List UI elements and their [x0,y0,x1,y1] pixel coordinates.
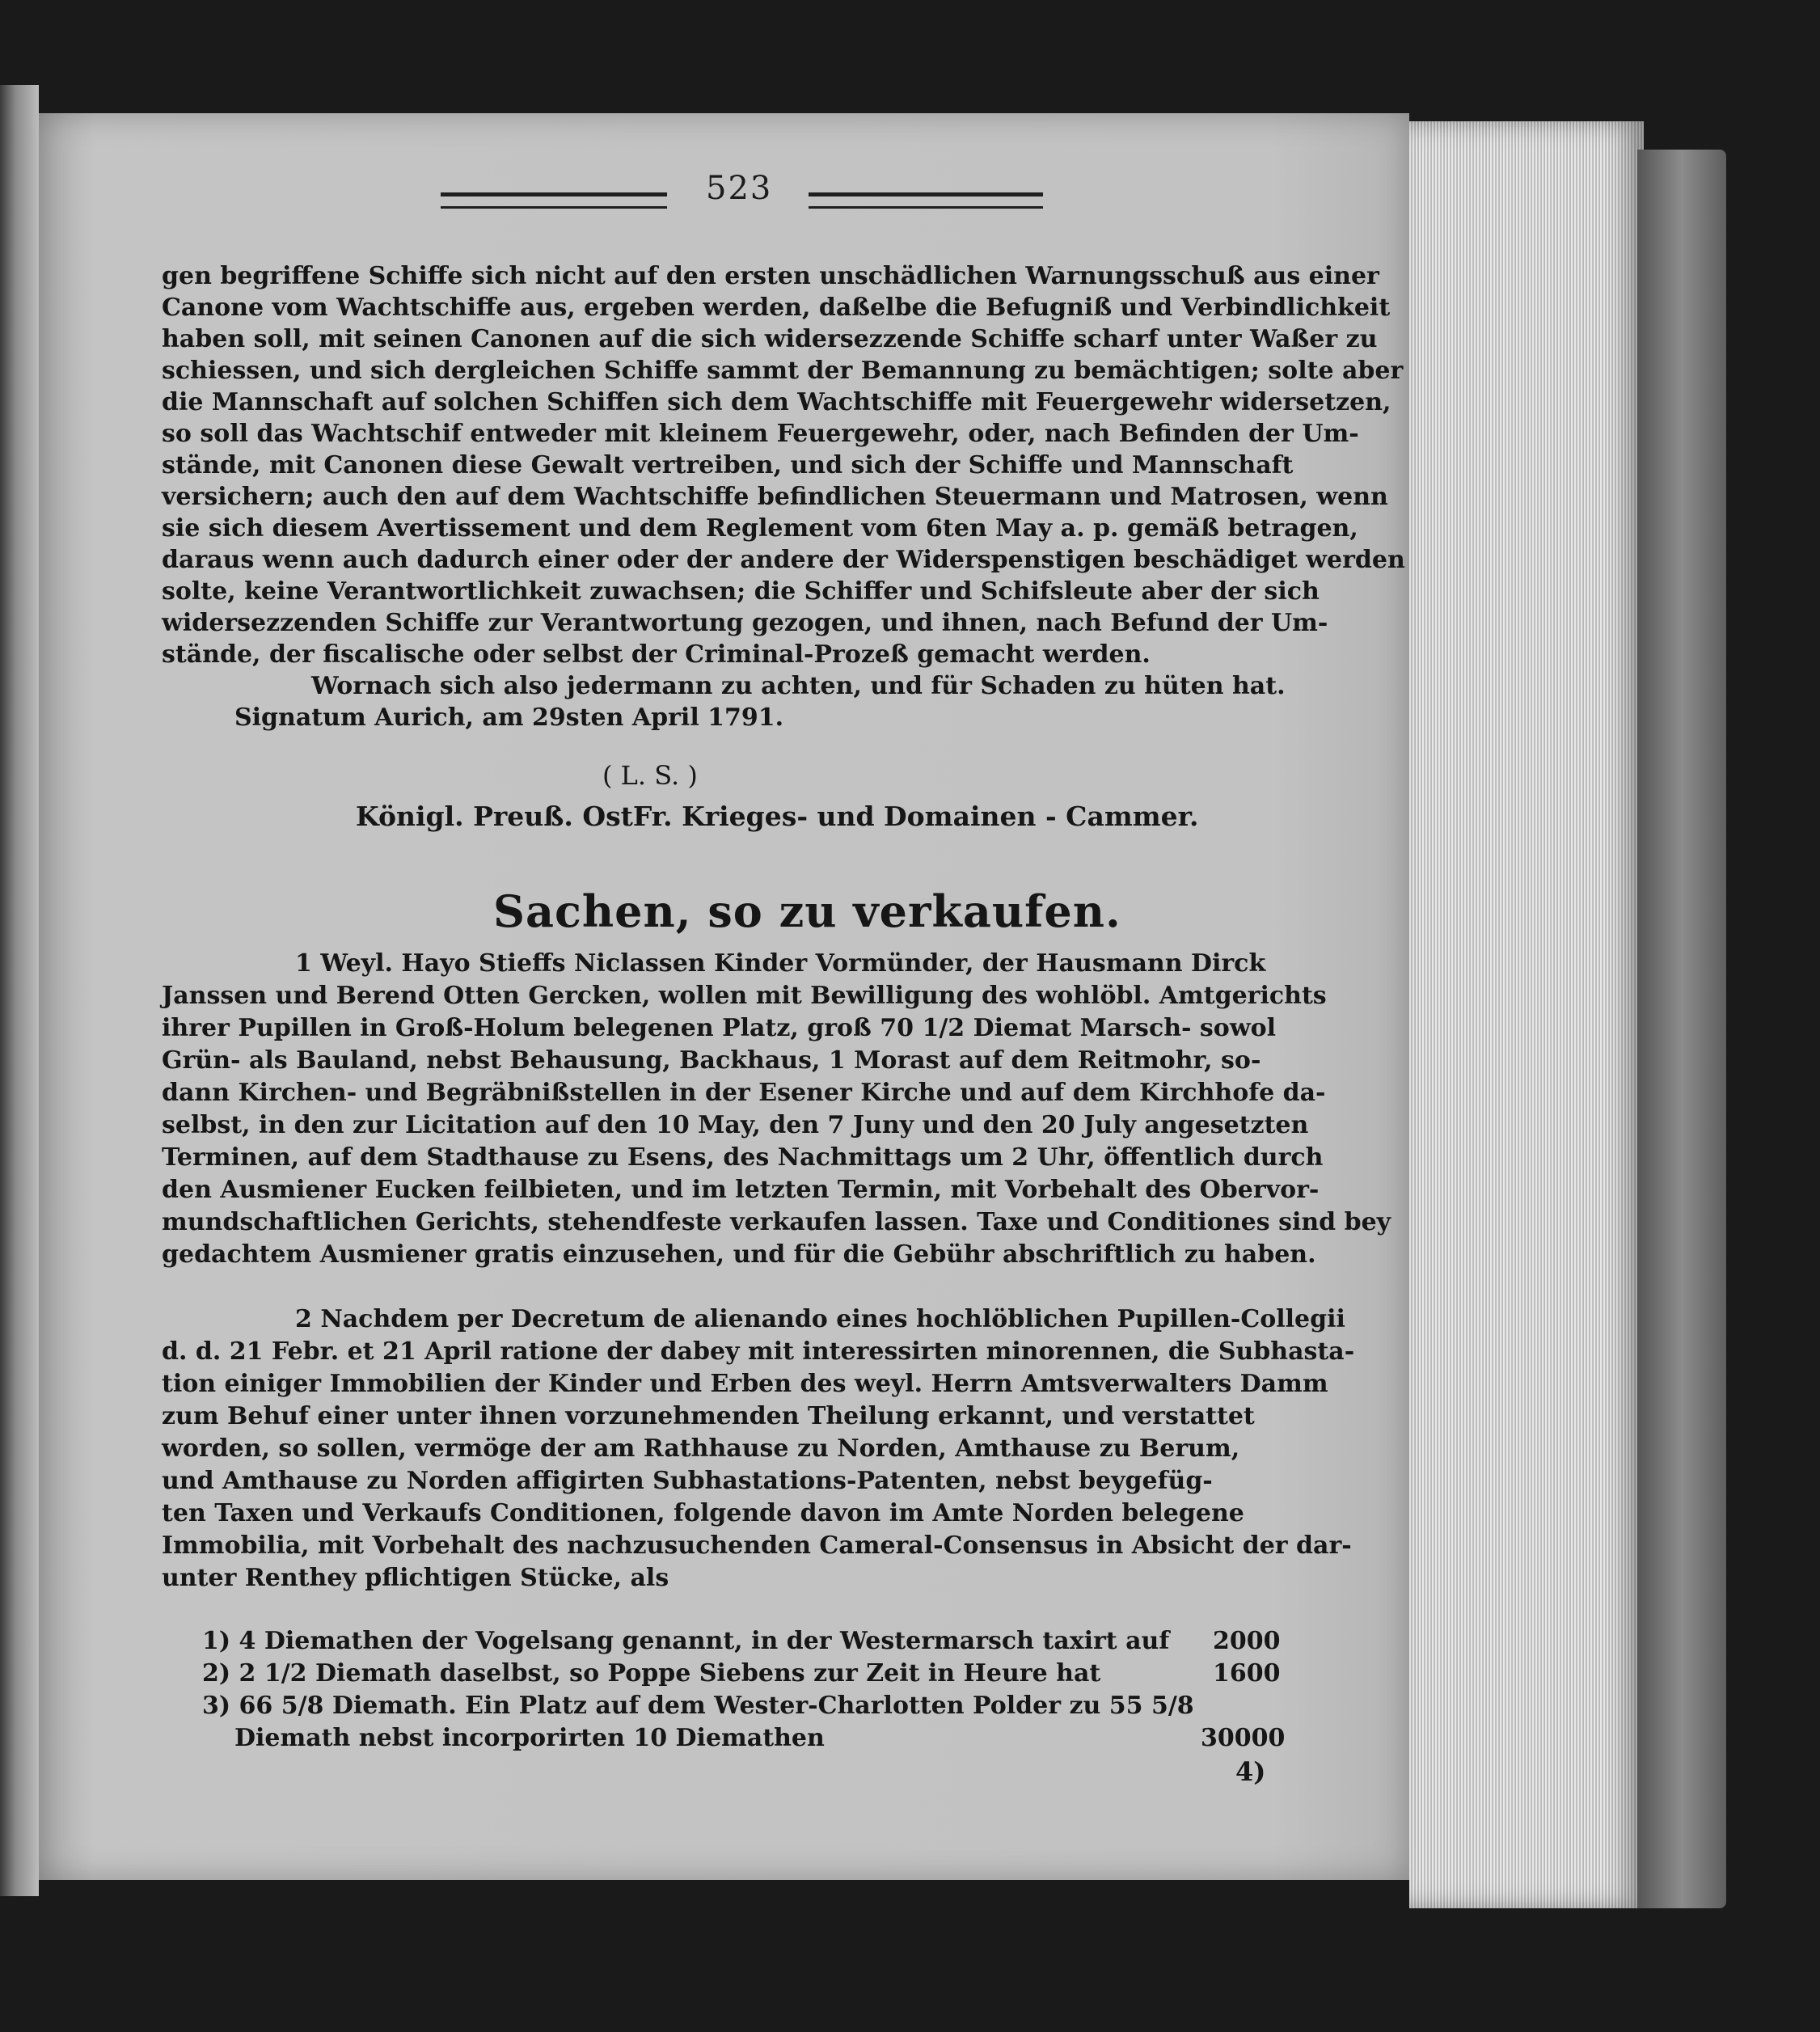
paragraph1-line: so soll das Wachtschif entweder mit kleinem Feuergewehr, oder, nach Befinden der Um- [162,420,1359,448]
header-rule-right [809,192,1043,209]
paragraph1-line: solte, keine Verantwortlichkeit zuwachsen; die Schiffer und Schifsleute aber der sich [162,577,1320,606]
paragraph1-line: stände, der fiscalische oder selbst der Criminal-Prozeß gemacht werden. [162,640,1151,669]
paragraph3-line: tion einiger Immobilien der Kinder und Erben des weyl. Herrn Amtsverwalters Damm [162,1370,1328,1398]
list-item: 1) 4 Diemathen der Vogelsang genannt, in der Westermarsch taxirt auf [202,1627,1170,1655]
paragraph1-line: versichern; auch den auf dem Wachtschiffe befindlichen Steuermann und Matrosen, wenn [162,483,1388,511]
paragraph3-line: d. d. 21 Febr. et 21 April ratione der dabey mit interessirten minorennen, die Subhasta- [162,1337,1355,1366]
seal-mark: ( L. S. ) [602,760,698,791]
paragraph1-line: Canone vom Wachtschiffe aus, ergeben werden, daßelbe die Befugniß und Verbindlichkeit [162,294,1391,322]
paragraph2-line: mundschaftlichen Gerichts, stehendfeste verkaufen lassen. Taxe und Conditiones sind bey [162,1208,1391,1236]
page-header [441,168,1047,217]
paragraph1-line: die Mannschaft auf solchen Schiffen sich dem Wachtschiffe mit Feuergewehr widersetzen, [162,388,1391,416]
paragraph2-line: dann Kirchen- und Begräbnißstellen in der Esener Kirche und auf dem Kirchhofe da- [162,1079,1326,1107]
section-heading: Sachen, so zu verkaufen. [493,885,1121,937]
paragraph1-line: gen begriffene Schiffe sich nicht auf den ersten unschädlichen Warnungsschuß aus einer [162,262,1379,290]
paragraph1-line: sie sich diesem Avertissement und dem Reglement vom 6ten May a. p. gemäß betragen, [162,514,1358,543]
paragraph1-line: stände, mit Canonen diese Gewalt vertreiben, und sich der Schiffe und Mannschaft [162,451,1294,479]
paragraph3-line: worden, so sollen, vermöge der am Rathhause zu Norden, Amthause zu Berum, [162,1434,1240,1463]
paragraph1-line: widersezzenden Schiffe zur Verantwortung gezogen, und ihnen, nach Befund der Um- [162,609,1328,637]
paragraph2-line: selbst, in den zur Licitation auf den 10 May, den 7 Juny und den 20 July angesetzten [162,1111,1309,1139]
item-amount: 30000 [1201,1724,1286,1752]
paragraph3-line: Immobilia, mit Vorbehalt des nachzusuchenden Cameral-Consensus in Absicht der dar- [162,1531,1352,1560]
paragraph1-line: schiessen, und sich dergleichen Schiffe sammt der Bemannung zu bemächtigen; solte aber [162,357,1404,385]
paragraph3-line: ten Taxen und Verkaufs Conditionen, folgende davon im Amte Norden belegene [162,1499,1244,1527]
list-item: 2) 2 1/2 Diemath daselbst, so Poppe Siebens zur Zeit in Heure hat [202,1659,1101,1688]
paragraph3-line: unter Renthey pflichtigen Stücke, als [162,1564,669,1592]
paragraph1-line: haben soll, mit seinen Canonen auf die sich widersezzende Schiffe scharf unter Waßer zu [162,325,1378,353]
item-amount: 2000 [1213,1627,1281,1655]
paragraph1-line: Wornach sich also jedermann zu achten, und für Schaden zu hüten hat. [311,672,1286,700]
paragraph1-line: daraus wenn auch dadurch einer oder der andere der Widerspenstigen beschädiget werden [162,546,1405,574]
paragraph3-line: zum Behuf einer unter ihnen vorzunehmenden Theilung erkannt, und verstattet [162,1402,1255,1430]
paragraph2-line: Terminen, auf dem Stadthause zu Esens, des Nachmittags um 2 Uhr, öffentlich durch [162,1143,1324,1172]
signature-line: Königl. Preuß. OstFr. Krieges- und Domainen - Cammer. [356,801,1199,832]
header-rule-left [441,192,667,209]
book-page-edges [1409,121,1644,1908]
paragraph2-line: den Ausmiener Eucken feilbieten, und im letzten Termin, mit Vorbehalt des Obervor- [162,1176,1320,1204]
catchword: 4) [1235,1756,1266,1787]
paragraph2-line: 1 Weyl. Hayo Stieffs Niclassen Kinder Vormünder, der Hausmann Dirck [295,949,1266,978]
paragraph2-line: ihrer Pupillen in Groß-Holum belegenen Platz, groß 70 1/2 Diemat Marsch- sowol [162,1014,1277,1042]
paragraph2-line: Janssen und Berend Otten Gercken, wollen mit Bewilligung des wohlöbl. Amtgerichts [162,982,1327,1010]
signatum-line: Signatum Aurich, am 29sten April 1791. [234,703,784,732]
paragraph2-line: Grün- als Bauland, nebst Behausung, Backhaus, 1 Morast auf dem Reitmohr, so- [162,1046,1261,1075]
paragraph2-line: gedachtem Ausmiener gratis einzusehen, und für die Gebühr abschriftlich zu haben. [162,1240,1316,1269]
item-amount: 1600 [1213,1659,1281,1688]
book-left-page-edge [0,85,39,1896]
list-item: Diemath nebst incorporirten 10 Diemathen [234,1724,825,1752]
paragraph3-line: und Amthause zu Norden affigirten Subhastations-Patenten, nebst beygefüg- [162,1467,1213,1495]
book-cover-edge [1637,150,1726,1908]
paragraph3-line: 2 Nachdem per Decretum de alienando eines hochlöblichen Pupillen-Collegii [295,1305,1345,1333]
page-number: 523 [706,170,773,207]
list-item: 3) 66 5/8 Diemath. Ein Platz auf dem Wester-Charlotten Polder zu 55 5/8 [202,1692,1194,1720]
